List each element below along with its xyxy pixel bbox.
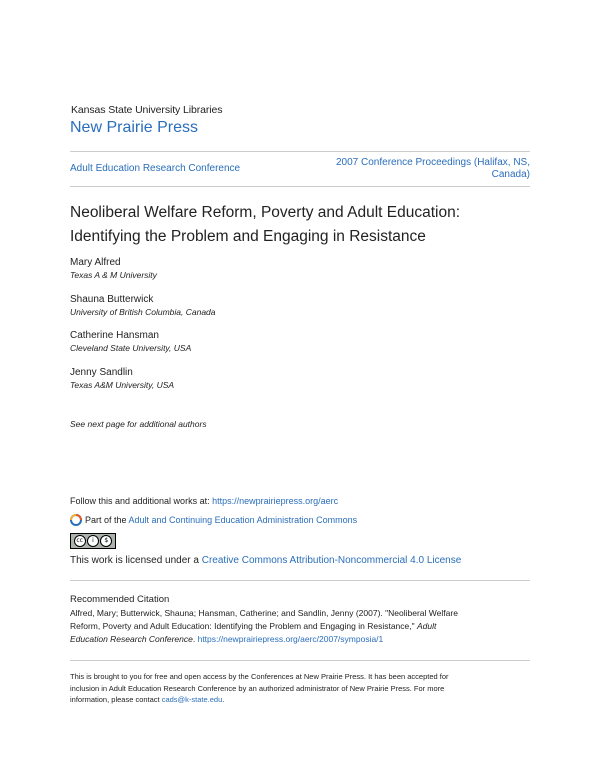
author-affiliation: Texas A & M University bbox=[70, 270, 157, 280]
bepress-commons-icon bbox=[70, 514, 82, 526]
author-name: Catherine Hansman bbox=[70, 330, 159, 341]
follow-line bbox=[70, 496, 338, 506]
cc-license-badge[interactable] bbox=[70, 533, 116, 549]
access-statement bbox=[70, 671, 532, 706]
footer-line-1: This is brought to you for free and open access by the Conferences at New Prairie Press. It has been accepted for bbox=[70, 672, 449, 681]
divider-footer bbox=[70, 660, 530, 661]
author-name: Shauna Butterwick bbox=[70, 294, 154, 305]
citation-venue-part-2: Education Research Conference bbox=[70, 634, 193, 644]
contact-email-link[interactable]: cads@k-state.edu bbox=[161, 695, 223, 704]
author-name: Mary Alfred bbox=[70, 257, 121, 268]
additional-authors-note: See next page for additional authors bbox=[70, 419, 207, 429]
commons-link[interactable]: Adult and Continuing Education Administration Commons bbox=[128, 515, 358, 525]
footer-line-3-end: . bbox=[222, 695, 225, 704]
proceedings-line-1: 2007 Conference Proceedings (Halifax, NS, bbox=[336, 157, 530, 168]
divider-top bbox=[70, 151, 530, 152]
press-link[interactable]: New Prairie Press bbox=[70, 119, 199, 136]
license-line bbox=[70, 555, 461, 566]
part-of-line bbox=[70, 514, 357, 526]
title-line-1: Neoliberal Welfare Reform, Poverty and Adult Education: bbox=[70, 204, 460, 221]
license-text: This work is licensed under a bbox=[70, 555, 202, 566]
license-link[interactable]: Creative Commons Attribution-Noncommercial 4.0 License bbox=[201, 555, 462, 566]
title-line-2: Identifying the Problem and Engaging in Resistance bbox=[70, 228, 426, 245]
author-affiliation: Texas A&M University, USA bbox=[70, 380, 175, 390]
author-affiliation: Cleveland State University, USA bbox=[70, 343, 192, 353]
author-affiliation: University of British Columbia, Canada bbox=[70, 307, 216, 317]
noncommercial-icon: $ bbox=[100, 535, 112, 547]
citation-link[interactable]: https://newprairiepress.org/aerc/2007/symposia/1 bbox=[197, 634, 384, 644]
citation-venue-part-1: Adult bbox=[417, 621, 437, 631]
proceedings-line-2: Canada) bbox=[491, 169, 530, 180]
part-of-text: Part of the bbox=[85, 515, 129, 525]
library-name: Kansas State University Libraries bbox=[71, 104, 223, 116]
citation-separator: . bbox=[192, 634, 198, 644]
footer-line-2: inclusion in Adult Education Research Conference by an authorized administrator of New Prairie Press. For more bbox=[70, 683, 445, 693]
citation-heading: Recommended Citation bbox=[70, 594, 170, 605]
follow-link[interactable]: https://newprairiepress.org/aerc bbox=[212, 496, 339, 506]
attribution-icon: i bbox=[87, 535, 99, 547]
divider-header-bottom bbox=[70, 186, 530, 187]
proceedings-link[interactable] bbox=[300, 157, 530, 181]
cc-icon: cc bbox=[74, 535, 86, 547]
author-name: Jenny Sandlin bbox=[70, 367, 133, 378]
citation-body bbox=[70, 607, 530, 646]
conference-link[interactable]: Adult Education Research Conference bbox=[70, 163, 241, 174]
follow-text: Follow this and additional works at: bbox=[70, 496, 213, 506]
divider-citation bbox=[70, 580, 530, 581]
footer-line-3: information, please contact bbox=[70, 695, 162, 704]
article-title bbox=[70, 201, 540, 249]
citation-line-2: Reform, Poverty and Adult Education: Identifying the Problem and Engaging in Resistance," bbox=[70, 621, 417, 631]
citation-line-1: Alfred, Mary; Butterwick, Shauna; Hansman, Catherine; and Sandlin, Jenny (2007). "Neoliberal Welfare bbox=[70, 608, 458, 618]
